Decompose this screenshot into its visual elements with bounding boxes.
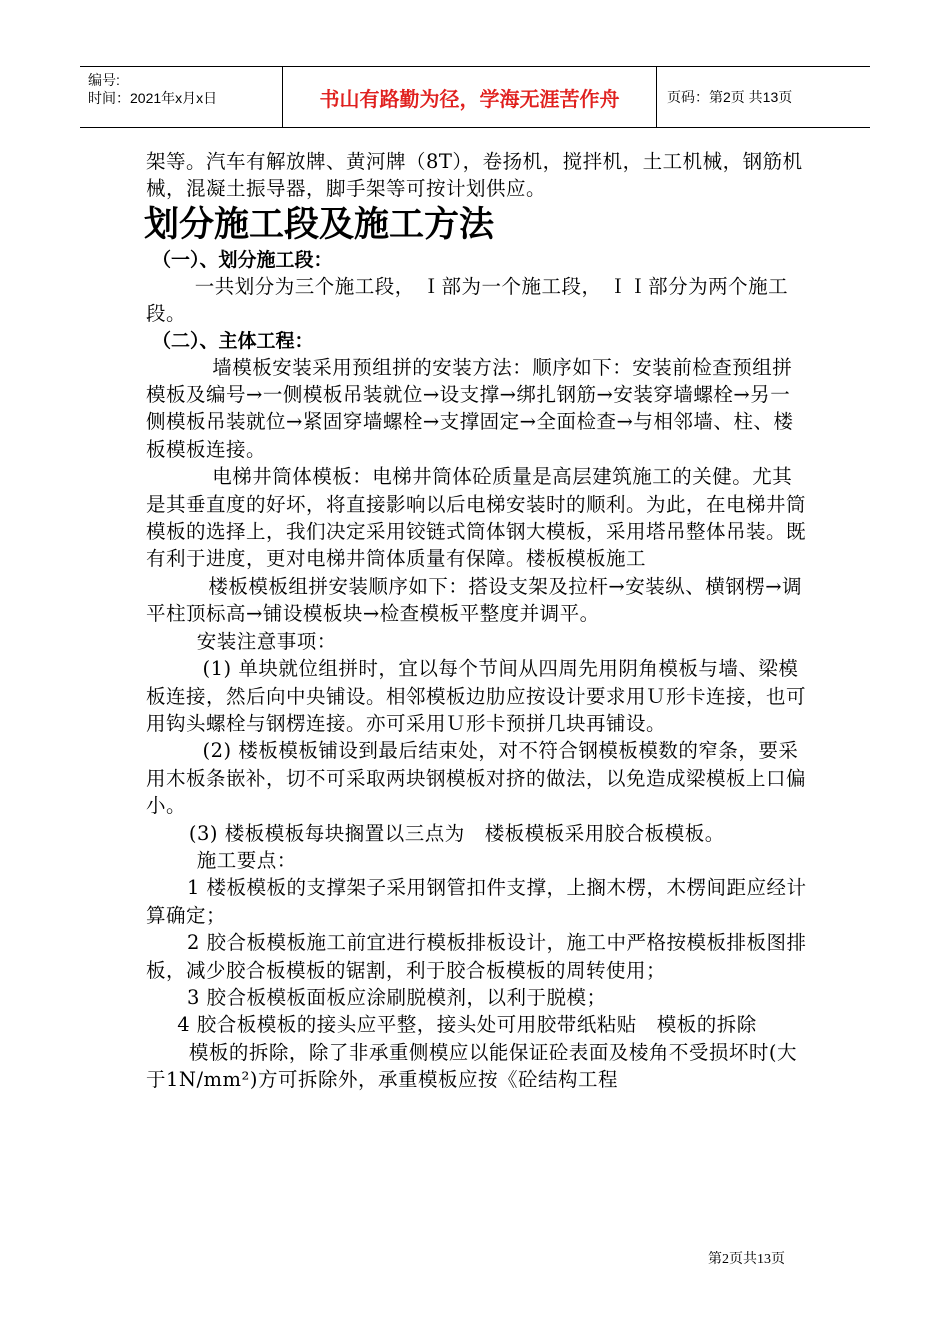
section-title: 划分施工段及施工方法 — [144, 204, 495, 245]
page-header — [80, 66, 870, 128]
page-footer: 第2页共13页 — [708, 1252, 785, 1267]
paragraph-10: 施工要点： — [196, 848, 297, 872]
document-time-label: 时间：2021年x月x日 — [88, 90, 218, 106]
paragraph-14: 4 胶合板模板的接头应平整，接头处可用胶带纸粘贴 模板的拆除 — [177, 1013, 757, 1037]
document-body — [146, 148, 810, 1094]
paragraph-3: 墙模板安装采用预组拼的安装方法：顺序如下：安装前检查预组拼模板及编号→一侧模板吊装就位→设支撑→绑扎钢筋→安装穿墙螺栓→另一侧模板吊装就位→紧固穿墙螺栓→支撑固定→全面检查→与相邻墙、柱、楼板模板连接。 — [146, 355, 794, 461]
paragraph-15: 模板的拆除，除了非承重侧模应以能保证砼表面及棱角不受损坏时(大于1N/mm²)方可拆除外，承重模板应按《砼结构工程 — [146, 1040, 797, 1092]
paragraph-6: 安装注意事项： — [196, 629, 337, 653]
paragraph-4: 电梯井筒体模板：电梯井筒体砼质量是高层建筑施工的关健。尤其是其垂直度的好坏，将直接影响以后电梯安装时的顺利。为此，在电梯井筒模板的选择上，我们决定采用铰链式筒体钢大模板，采用塔吊整体吊装。既有利于进度，更对电梯井筒体质量有保障。楼板模板施工 — [146, 465, 807, 571]
paragraph-2: 一共划分为三个施工段， Ｉ部为一个施工段， ＩＩ部分为两个施工段。 — [146, 274, 789, 326]
paragraph-13: 3 胶合板模板面板应涂刷脱模剂，以利于脱模； — [186, 985, 607, 1009]
paragraph-11: 1 楼板模板的支撑架子采用钢管扣件支撑，上搁木楞，木楞间距应经计算确定； — [146, 876, 807, 927]
header-motto: 书山有路勤为径，学海无涯苦作舟 — [283, 67, 657, 127]
paragraph-5: 楼板模板组拼安装顺序如下：搭设支架及拉杆→安装纵、横钢楞→调平柱顶标高→铺设模板块→检查模板平整度并调平。 — [146, 574, 803, 626]
subsection-title-2: （二）、主体工程： — [152, 329, 314, 352]
paragraph-7: (1) 单块就位组拼时，宜以每个节间从四周先用阴角模板与墙、梁模板连接，然后向中央铺设。相邻模板边肋应按设计要求用Ｕ形卡连接，也可用钩头螺栓与钢楞连接。亦可采用Ｕ形卡预拼几块再铺设。 — [146, 657, 807, 735]
subsection-title-1: （一）、划分施工段： — [152, 248, 333, 271]
document-number-label: 编号: — [88, 72, 120, 88]
paragraph-8: (2) 楼板模板铺设到最后结束处，对不符合钢模板模数的窄条，要采用木板条嵌补，切不可采取两块钢模板对挤的做法，以免造成梁模板上口偏小。 — [146, 739, 807, 818]
paragraph-1: 架等。汽车有解放牌、黄河牌（8T），卷扬机，搅拌机，土工机械，钢筋机械，混凝土振导器，脚手架等可按计划供应。 — [146, 150, 803, 201]
paragraph-9: (3) 楼板模板每块搁置以三点为 楼板模板采用胶合板模板。 — [188, 821, 725, 845]
header-page-code: 页码：第2页 共13页 — [667, 89, 793, 105]
header-meta — [80, 67, 283, 127]
paragraph-12: 2 胶合板模板施工前宜进行模板排板设计，施工中严格按模板排板图排板，减少胶合板模板的锯割，利于胶合板模板的周转使用； — [146, 931, 807, 982]
